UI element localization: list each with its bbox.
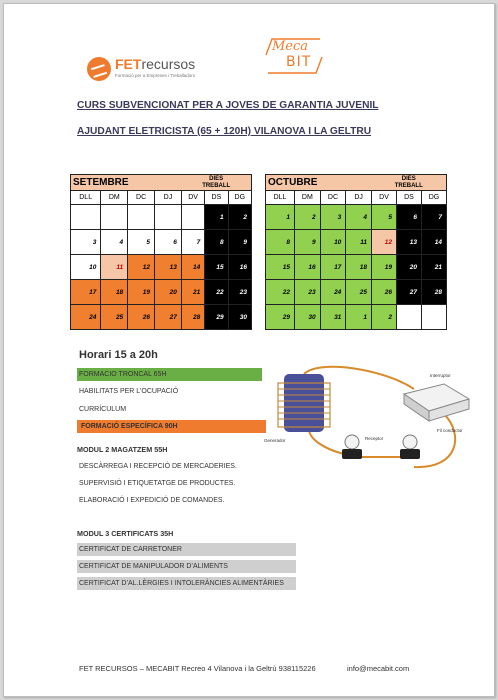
modul3-heading: MODUL 3 CERTIFICATS 35H: [77, 529, 174, 538]
calendar-week-row: [71, 255, 252, 280]
calendar-setembre: [70, 174, 252, 330]
calendar-day-cell: 21: [421, 255, 446, 280]
calendar-day-cell: 12: [372, 230, 397, 255]
calendar-day-cell: [101, 205, 128, 230]
switch-icon: [404, 384, 469, 421]
calendar-day-cell: 2: [295, 205, 321, 230]
modul3-item-3: CERTIFICAT D’AL.LÈRGIES I INTOLERÀNCIES ALIMENTÀRIES: [77, 577, 296, 590]
calendar-day-cell: 4: [101, 230, 128, 255]
weekday-label: DLL: [71, 191, 101, 205]
calendar-day-cell: 30: [295, 305, 321, 330]
calendar-day-cell: 19: [372, 255, 397, 280]
calendar-day-cell: 11: [346, 230, 372, 255]
label-interruptor: Interruptor: [430, 373, 451, 378]
course-subtitle: AJUDANT ELETRICISTA (65 + 120H) VILANOVA I LA GELTRU: [77, 126, 372, 137]
calendar-day-cell: 14: [181, 255, 204, 280]
weekday-header-row: [266, 191, 447, 205]
calendar-day-cell: 27: [397, 280, 422, 305]
footer-address: FET RECURSOS – MECABIT Recreo 4 Vilanova i la Geltrú 938115226: [79, 664, 316, 673]
calendar-day-cell: 25: [346, 280, 372, 305]
calendar-day-cell: [181, 205, 204, 230]
calendar-day-cell: 16: [295, 255, 321, 280]
calendar-day-cell: 25: [101, 305, 128, 330]
weekday-label: DV: [372, 191, 397, 205]
modul2-item-1: DESCÀRREGA I RECEPCIÓ DE MERCADERIES.: [79, 463, 237, 470]
calendar-day-cell: 21: [181, 280, 204, 305]
calendar-day-cell: 28: [181, 305, 204, 330]
calendar-day-cell: 6: [397, 205, 422, 230]
month-name: OCTUBRE: [266, 175, 372, 191]
calendar-day-cell: 29: [266, 305, 295, 330]
calendar-day-cell: 3: [71, 230, 101, 255]
calendar-week-row: [266, 230, 447, 255]
electric-circuit-diagram: [264, 359, 474, 479]
modul2-item-3: ELABORACIÓ I EXPEDICIÓ DE COMANDES.: [79, 497, 225, 504]
formacio-especifica-bar: FORMACIÓ ESPECÍFICA 90H: [77, 420, 266, 433]
calendar-day-cell: 23: [295, 280, 321, 305]
month-header-row: [71, 175, 252, 191]
calendar-day-cell: 15: [266, 255, 295, 280]
calendar-day-cell: 27: [155, 305, 182, 330]
formacio-troncal-bar: FORMACIO TRONCAL 65H: [77, 368, 262, 381]
calendar-day-cell: 1: [346, 305, 372, 330]
calendar-day-cell: 23: [228, 280, 251, 305]
calendar-day-cell: 9: [295, 230, 321, 255]
calendar-day-cell: 26: [372, 280, 397, 305]
dies-treball-label: DIES TREBALL: [181, 175, 251, 191]
calendar-day-cell: 4: [346, 205, 372, 230]
course-title: CURS SUBVENCIONAT PER A JOVES DE GARANTIA JUVENIL: [77, 100, 379, 111]
calendar-day-cell: [71, 205, 101, 230]
weekday-label: DLL: [266, 191, 295, 205]
calendar-week-row: [266, 205, 447, 230]
weekday-label: DJ: [155, 191, 182, 205]
calendar-day-cell: 8: [266, 230, 295, 255]
habilitats-item: HABILITATS PER L’OCUPACIÓ: [79, 388, 179, 395]
weekday-label: DM: [101, 191, 128, 205]
weekday-label: DC: [128, 191, 155, 205]
weekday-label: DS: [397, 191, 422, 205]
calendar-day-cell: 1: [205, 205, 228, 230]
calendar-day-cell: 2: [228, 205, 251, 230]
label-fil-conductor: Fil conductor: [437, 428, 463, 433]
calendar-day-cell: 13: [155, 255, 182, 280]
lamp-icon-2: [400, 435, 420, 459]
calendar-day-cell: 29: [205, 305, 228, 330]
calendar-week-row: [266, 305, 447, 330]
calendar-day-cell: 31: [320, 305, 346, 330]
calendar-day-cell: 5: [128, 230, 155, 255]
calendar-day-cell: 6: [155, 230, 182, 255]
calendar-day-cell: 18: [101, 280, 128, 305]
weekday-label: DC: [320, 191, 346, 205]
calendar-day-cell: 26: [128, 305, 155, 330]
calendar-day-cell: 22: [205, 280, 228, 305]
logo-fet-tagline: Formació per a Empreses i Treballadors: [115, 73, 196, 78]
calendar-week-row: [71, 305, 252, 330]
modul3-item-2: CERTIFICAT DE MANIPULADOR D’ALIMENTS: [77, 560, 296, 573]
calendar-week-row: [71, 280, 252, 305]
calendar-day-cell: [128, 205, 155, 230]
calendar-day-cell: 10: [320, 230, 346, 255]
schedule-hours: Horari 15 a 20h: [79, 349, 158, 361]
weekday-label: DJ: [346, 191, 372, 205]
calendar-day-cell: 18: [346, 255, 372, 280]
footer-email: info@mecabit.com: [347, 664, 410, 673]
calendar-day-cell: 12: [128, 255, 155, 280]
calendar-day-cell: 24: [71, 305, 101, 330]
calendar-week-row: [71, 205, 252, 230]
month-header-row: [266, 175, 447, 191]
calendar-day-cell: 20: [397, 255, 422, 280]
calendar-day-cell: 22: [266, 280, 295, 305]
logo-fet-bold: FET: [115, 56, 142, 72]
logo-meca-top: Meca: [272, 39, 309, 54]
calendar-day-cell: 28: [421, 280, 446, 305]
weekday-label: DG: [421, 191, 446, 205]
fet-circle-icon: [87, 57, 111, 81]
calendar-day-cell: 15: [205, 255, 228, 280]
calendar-day-cell: 17: [320, 255, 346, 280]
calendar-day-cell: 13: [397, 230, 422, 255]
weekday-label: DV: [181, 191, 204, 205]
calendar-day-cell: 7: [421, 205, 446, 230]
calendar-day-cell: 19: [128, 280, 155, 305]
calendar-day-cell: 3: [320, 205, 346, 230]
calendar-day-cell: 10: [71, 255, 101, 280]
weekday-label: DG: [228, 191, 251, 205]
logo-meca-bottom: BIT: [286, 54, 312, 70]
modul2-item-2: SUPERVISIÓ I ETIQUETATGE DE PRODUCTES.: [79, 480, 236, 487]
calendar-day-cell: [421, 305, 446, 330]
lamp-icon-1: [342, 435, 362, 459]
label-receptor: Receptor: [365, 436, 384, 441]
calendar-day-cell: [397, 305, 422, 330]
logo-fet-name: recursos: [141, 56, 196, 72]
calendar-day-cell: 2: [372, 305, 397, 330]
calendar-day-cell: 20: [155, 280, 182, 305]
mecabit-logo: [262, 37, 326, 75]
label-generador: Generador: [264, 438, 286, 443]
weekday-label: DM: [295, 191, 321, 205]
modul2-heading: MODUL 2 MAGATZEM 55H: [77, 445, 168, 454]
calendar-week-row: [266, 255, 447, 280]
calendar-day-cell: [155, 205, 182, 230]
calendar-day-cell: 14: [421, 230, 446, 255]
calendar-day-cell: 24: [320, 280, 346, 305]
calendar-day-cell: 8: [205, 230, 228, 255]
footer: [79, 664, 410, 673]
fetrecursos-logo: [87, 56, 197, 84]
calendar-day-cell: 30: [228, 305, 251, 330]
curriculum-item: CURRÍCULUM: [79, 406, 127, 413]
circuit-illustration: [264, 359, 474, 479]
calendar-week-row: [266, 280, 447, 305]
calendar-day-cell: 17: [71, 280, 101, 305]
calendar-day-cell: 9: [228, 230, 251, 255]
calendar-day-cell: 7: [181, 230, 204, 255]
calendar-octubre: [265, 174, 447, 330]
calendar-day-cell: 16: [228, 255, 251, 280]
dies-treball-label: DIES TREBALL: [372, 175, 447, 191]
weekday-header-row: [71, 191, 252, 205]
calendar-day-cell: 11: [101, 255, 128, 280]
calendar-week-row: [71, 230, 252, 255]
month-name: SETEMBRE: [71, 175, 182, 191]
document-page: [3, 3, 495, 697]
modul3-item-1: CERTIFICAT DE CARRETONER: [77, 543, 296, 556]
weekday-label: DS: [205, 191, 228, 205]
calendar-day-cell: 1: [266, 205, 295, 230]
calendar-day-cell: 5: [372, 205, 397, 230]
